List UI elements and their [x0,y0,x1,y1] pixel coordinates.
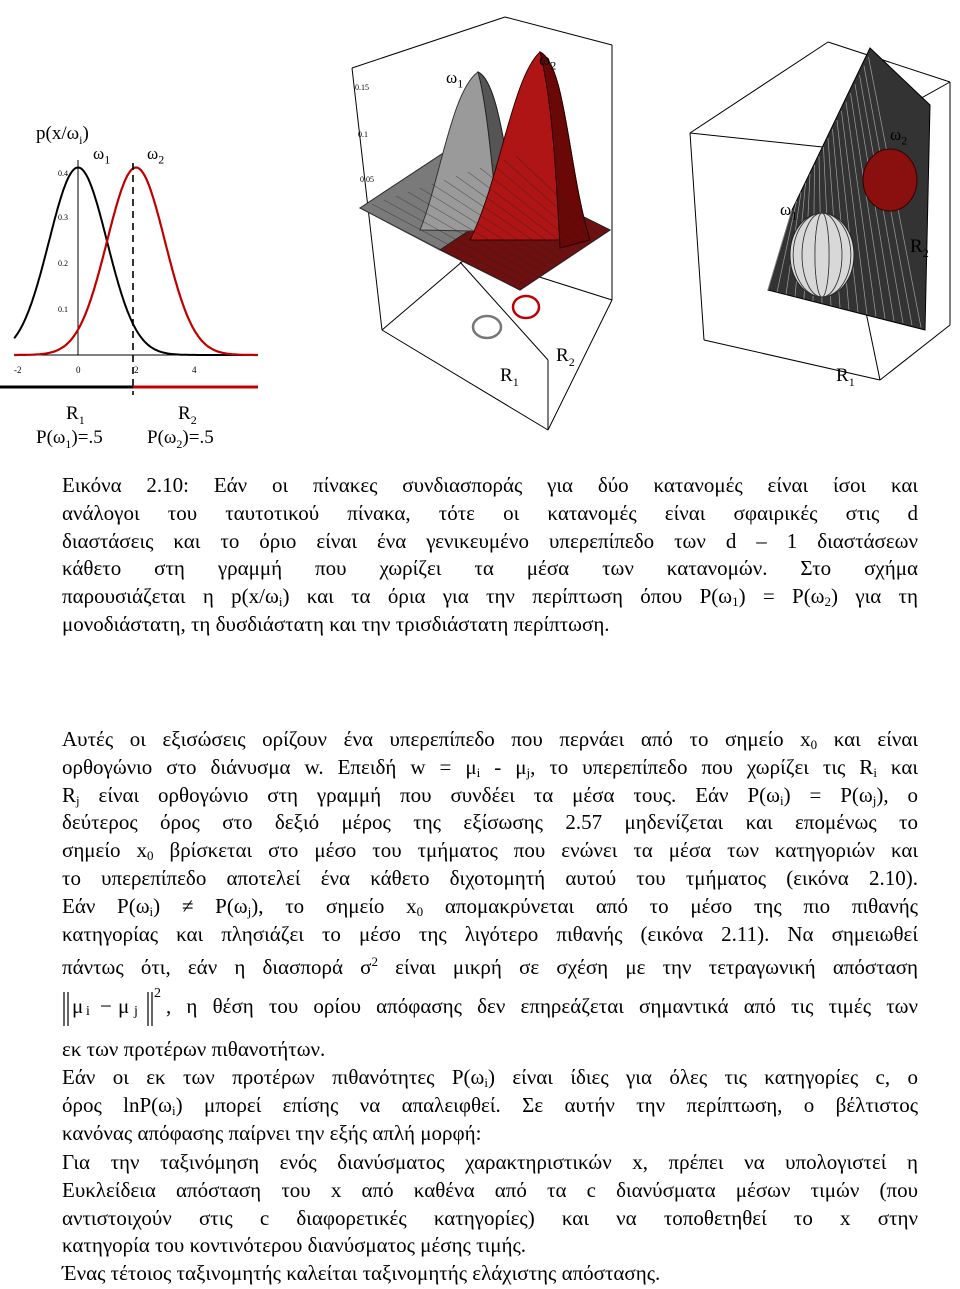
class2-density-curve [14,168,258,356]
body-paragraph-1 [62,726,919,980]
body-line: Εάν $P(\omega_i) \ne P(\omega_j)$, το σημείο $x_0$ απομακρύνεται από το μέσο της πιο πιθανής [62,893,918,919]
x-tick-4: 4 [192,365,197,375]
right-3d-plot [690,42,950,380]
norm-mu-i: μ [72,994,84,1018]
prior2-label: $P(\omega_2)=.5$ [147,427,214,451]
left-ylabel: $p(x/\omega_i)$ [36,123,89,147]
figure-graphics [0,0,960,470]
body-line: Ευκλείδεια απόσταση του x από καθένα από τα c διανύσματα μέσων τιμών (που [62,1177,918,1202]
body-line: κατηγορίας και πλησιάζει το μέσο της λιγότερο πιθανής (εικόνα 2.11). Να σημειωθεί [62,921,918,946]
body-paragraph-4 [62,1260,918,1288]
y-tick-03: 0.3 [58,213,68,222]
right-class2-label: $\omega_2$ [890,125,908,148]
y-tick-02: 0.2 [58,259,68,268]
body-paragraph-1-end [62,1036,918,1064]
body-line: σημείο $x_0$ βρίσκεται στο μέσο του τμήματος που ενώνει τα μέσα των κατηγοριών και [62,838,919,864]
body-line: δεύτερος όρος στο δεξιό μέρος της εξίσωσης 2.57 μηδενίζεται και επομένως το [62,810,918,835]
right-region2-label: $R_2$ [910,236,929,260]
body-line: κατηγορία του κοντινότερου διανύσματος μέσης τιμής. [62,1233,527,1258]
caption-line: ανάλογοι του ταυτοτικού πίνακα, τότε οι κατανομές είναι σφαιρικές στις d [62,500,918,525]
prior1-label: $P(\omega_1)=.5$ [36,427,103,451]
caption-line: Εικόνα 2.10: Εάν οι πίνακες συνδιασποράς για δύο κατανομές είναι ίσοι και [62,473,918,497]
caption-line: παρουσιάζεται η $p(x/\omega_i)$ και τα όρια για την περίπτωση όπου $P(\omega_1) = P(\omega_2)$ για τη [62,584,918,610]
left-region2-label: $R_2$ [178,403,197,427]
figure-2-10 [0,0,960,470]
body-paragraph-3 [62,1149,918,1260]
norm-line [62,986,918,1030]
left-class2-label: $\omega_2$ [147,144,165,167]
box-edge [505,17,612,45]
body-line: πάντως ότι, εάν η διασπορά $\sigma^2$ είναι μικρή σε σχέση με την τετραγωνική απόσταση [62,954,918,980]
gray-contour [473,316,501,338]
body-line: όρος $\ln P(\omega_i)$ μπορεί επίσης να απαλειφθεί. Σε αυτήν την περίπτωση, ο βέλτιστος [62,1092,919,1118]
body-line: εκ των προτέρων πιθανοτήτων. [62,1037,326,1061]
norm-minus: − [100,994,112,1018]
mid-region1-label: $R_1$ [500,365,519,389]
body-line: $R_j$ είναι ορθογώνιο στη γραμμή που συνδέει τα μέσα τους. Εάν $P(\omega_i) = P(\omega_j)$, ο [62,782,918,808]
y-tick-01: 0.1 [58,305,68,314]
caption-line: κάθετο στη γραμμή που χωρίζει τα μέσα των κατανομών. Στο σχήμα [62,556,918,581]
left-region1-label: $R_1$ [66,403,85,427]
x-tick-2: 2 [134,365,139,375]
caption-line: διαστάσεις και το όριο είναι ένα γενικευμένο υπερεπίπεδο των d – 1 διαστάσεων [62,528,918,553]
left-1d-plot [0,160,258,395]
norm-sub-i: i [86,1004,90,1019]
box-edge [352,17,505,68]
figure-caption [62,472,918,639]
body-line: Αυτές οι εξισώσεις ορίζουν ένα υπερεπίπεδο που περνάει από το σημείο $x_0$ και είναι [62,727,918,752]
mid-class2-label: $\omega_2$ [539,50,557,73]
class1-sphere [790,213,854,297]
norm-mu-j: μ [118,994,130,1018]
mid-class1-label: $\omega_1$ [446,68,464,91]
red-contour [513,296,539,318]
right-region1-label: $R_1$ [836,365,855,389]
class2-sphere [863,149,917,211]
left-class1-label: $\omega_1$ [93,144,111,167]
z-tick-015: 0.15 [355,83,369,92]
body-line: Ένας τέτοιος ταξινομητής καλείται ταξινομητής ελάχιστης απόστασης. [62,1261,661,1285]
z-tick-005: 0.05 [360,175,374,184]
body-paragraph-2 [62,1064,918,1147]
body-line: , η θέση του ορίου απόφασης δεν επηρεάζεται σημαντικά από τις τιμές των [166,994,918,1018]
body-line: Για την ταξινόμηση ενός διανύσματος χαρακτηριστικών x, πρέπει να υπολογιστεί η [62,1150,918,1174]
y-tick-04: 0.4 [58,169,68,178]
body-line: Εάν οι εκ των προτέρων πιθανότητες $P(\omega_i)$ είναι ίδιες για όλες τις κατηγορίες c, ο [62,1065,918,1090]
norm-sq: 2 [154,986,161,1001]
body-line: αντιστοιχούν στις c διαφορετικές κατηγορίες) και να τοποθετηθεί το x στην [62,1205,918,1230]
box-edge [690,133,832,148]
mid-region2-label: $R_2$ [556,345,575,369]
box-edge [690,133,704,340]
box-edge [382,255,470,330]
body-line: το υπερεπίπεδο αποτελεί ένα κάθετο διχοτομητή αυτού του τμήματος (εικόνα 2.10). [62,865,918,890]
x-tick-0: 0 [76,365,81,375]
norm-sub-j: j [134,1004,138,1019]
box-edge [690,42,828,133]
right-class1-label: $\omega_1$ [780,200,798,223]
box-edge [880,325,950,380]
box-edge [382,330,548,430]
body-line: ορθογώνιο στο διάνυσμα w. Επειδή $w = \mu_i - \mu_j$, το υπερεπίπεδο που χωρίζει τις $R_i$ και [62,754,918,780]
z-tick-01: 0.1 [358,130,368,139]
x-tick-neg2: -2 [14,365,22,375]
caption-line: μονοδιάστατη, τη δυσδιάστατη και την τρισδιάστατη περίπτωση. [62,611,610,636]
class1-density-curve [14,168,258,356]
body-line: κανόνας απόφασης παίρνει την εξής απλή μορφή: [62,1120,482,1145]
